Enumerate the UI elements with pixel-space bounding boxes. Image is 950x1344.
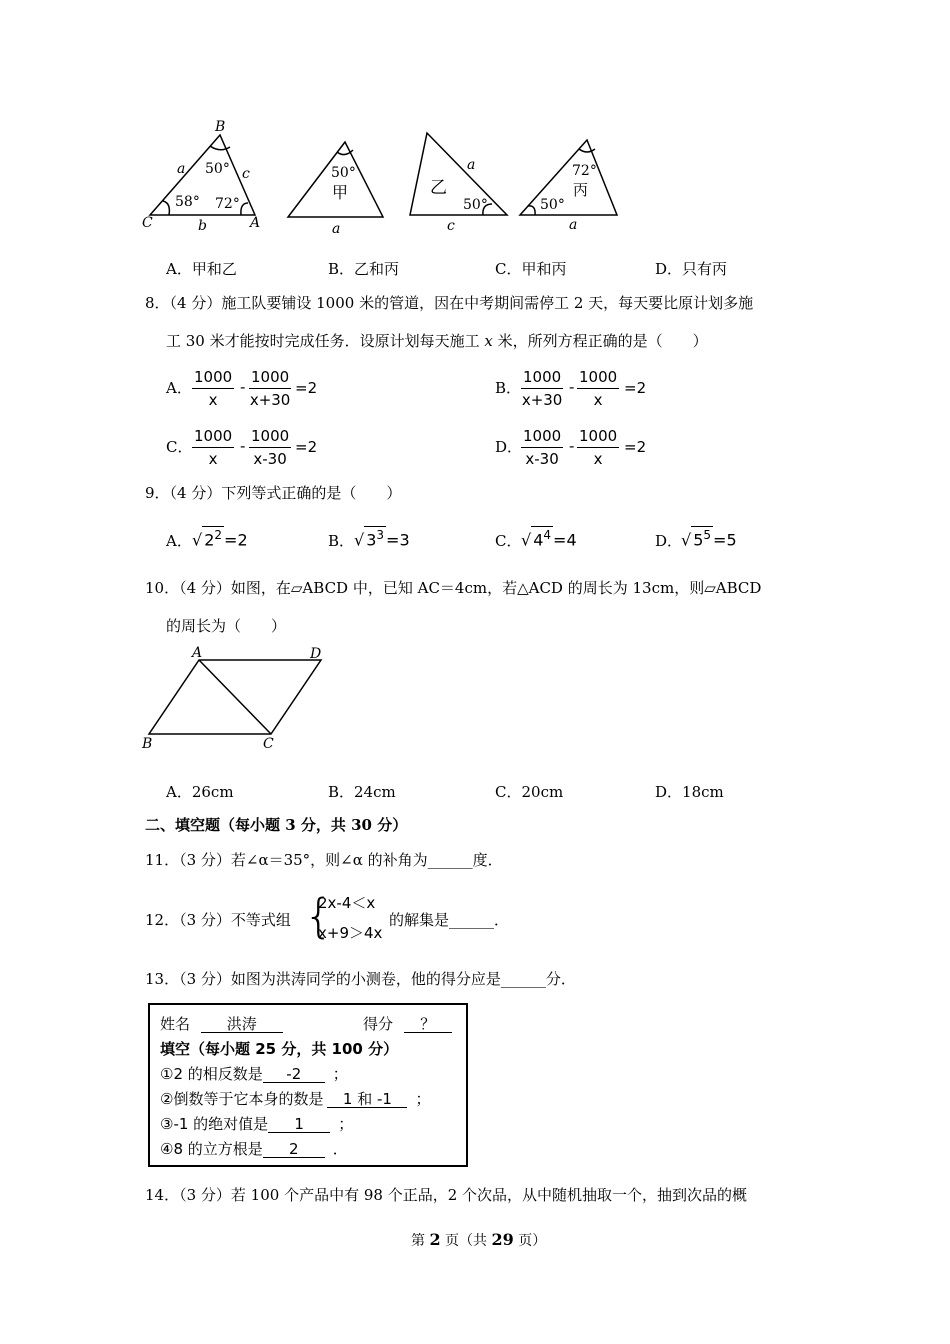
- answer-blank: 1: [268, 1117, 330, 1133]
- t3-side-a: a: [467, 157, 476, 173]
- q8-d-rhs: =2: [624, 438, 647, 456]
- radicand: $3^3$: [366, 528, 385, 550]
- q8-stem-line2a: 工 30 米才能按时完成任务．设原计划每天施工: [166, 332, 485, 350]
- t1-label-C: C: [142, 215, 153, 231]
- vertex-a: A: [192, 645, 203, 661]
- frac-denominator: x: [208, 391, 218, 409]
- t3-side-c: c: [447, 218, 455, 234]
- frac-numerator: 1000: [521, 370, 563, 389]
- score-label: 得分: [363, 1015, 394, 1033]
- q12-pre: 12．（3 分）不等式组: [145, 911, 291, 929]
- q9-stem: 9．（4 分）下列等式正确的是（ ）: [145, 484, 402, 502]
- q10-option-a: A．26cm: [166, 783, 234, 801]
- q9-b-sqrt: √ $3^3 =3$: [354, 528, 410, 550]
- t1-label-b: b: [198, 218, 207, 234]
- q11-stem: 11．（3 分）若∠α＝35°，则∠α 的补角为______度．: [145, 851, 503, 869]
- q8-b-frac2: [577, 370, 619, 408]
- score-value: ？: [404, 1017, 452, 1033]
- q7-option-b: B．乙和丙: [328, 260, 400, 278]
- q10-option-d: D．18cm: [655, 783, 724, 801]
- t3-name: 乙: [430, 178, 447, 198]
- q8-d-frac2: [577, 429, 619, 467]
- q9-option-c-label: C．: [495, 532, 522, 550]
- q8-b-frac1: [521, 370, 563, 408]
- brace-icon: {: [304, 889, 334, 943]
- triangle-3-yi: [410, 133, 507, 215]
- q7-option-a: A．甲和乙: [166, 260, 237, 278]
- q8-b-minus: -: [569, 378, 575, 396]
- t2-name: 甲: [332, 183, 349, 202]
- radicand: $2^2$: [204, 528, 223, 550]
- frac-denominator: x-30: [525, 450, 559, 468]
- q8-a-rhs: =2: [295, 379, 318, 397]
- frac-denominator: x: [208, 450, 218, 468]
- frac-denominator: x+30: [249, 391, 291, 409]
- t1-label-B: B: [215, 119, 226, 135]
- diagonal-ac: [199, 660, 271, 734]
- radicand: $5^5$: [693, 528, 712, 550]
- t4-name: 丙: [573, 181, 589, 199]
- t1-label-A: A: [250, 215, 261, 231]
- frac-numerator: 1000: [249, 429, 291, 448]
- q8-d-minus: -: [569, 437, 575, 455]
- q9-option-a-label: A．: [166, 532, 192, 550]
- q13-stem: 13．（3 分）如图为洪涛同学的小测卷，他的得分应是______分．: [145, 970, 576, 988]
- page-total: 29: [491, 1230, 514, 1249]
- t1-angle-top: 50°: [205, 161, 230, 177]
- quiz-card: [148, 1003, 468, 1167]
- q8-c-frac1: [192, 429, 234, 467]
- t1-angle-right: 72°: [215, 196, 240, 212]
- q9-option-b-label: B．: [328, 532, 355, 550]
- triangle-4-bing: [520, 140, 617, 215]
- q10-parallelogram-figure: [138, 642, 338, 754]
- q10-option-b: B．24cm: [328, 783, 396, 801]
- quiz-item-4: ④8 的立方根是 2 ．: [160, 1140, 348, 1158]
- answer-blank: 1 和 -1: [327, 1092, 407, 1108]
- radicand: $4^4$: [533, 528, 552, 550]
- vertex-b: B: [142, 736, 153, 752]
- q8-stem-line1: 8．（4 分）施工队要铺设 1000 米的管道，因在中考期间需停工 2 天，每天要比原计划多施: [145, 294, 754, 312]
- t3-angle: 50°: [463, 197, 488, 213]
- frac-numerator: 1000: [249, 370, 291, 389]
- q12-inequality-2: x+9＞4x: [318, 924, 383, 942]
- q10-stem-line1: 10．（4 分）如图，在▱ABCD 中，已知 AC＝4cm，若△ACD 的周长为 13cm，则▱ABCD: [145, 579, 762, 597]
- q9-d-sqrt: √ $5^5 =5$: [681, 528, 737, 550]
- t1-angle-left: 58°: [175, 194, 200, 210]
- q8-a-frac1: [192, 370, 234, 408]
- t1-label-a: a: [177, 161, 186, 177]
- q12-post: 的解集是______．: [389, 911, 510, 929]
- frac-numerator: 1000: [192, 429, 234, 448]
- q8-c-frac2: [249, 429, 291, 467]
- radical-icon: √: [681, 530, 692, 550]
- q8-a-frac2: [249, 370, 291, 408]
- q10-option-c: C．20cm: [495, 783, 564, 801]
- q12-inequality-1: 2x-4＜x: [318, 894, 376, 912]
- quiz-score-row: [363, 1017, 452, 1033]
- q8-a-minus: -: [240, 378, 246, 396]
- vertex-d: D: [310, 646, 322, 662]
- q9-c-sqrt: √ $4^4 =4$: [521, 528, 577, 550]
- q9-a-sqrt: √ $2^2 =2$: [192, 528, 248, 550]
- quiz-item-3: ③-1 的绝对值是 1 ；: [160, 1115, 354, 1133]
- q8-option-a-label: A．: [166, 379, 192, 397]
- frac-numerator: 1000: [521, 429, 563, 448]
- q8-c-rhs: =2: [295, 438, 318, 456]
- name-value: 洪涛: [201, 1017, 283, 1033]
- quiz-name-row: [160, 1017, 283, 1033]
- radical-icon: √: [354, 530, 365, 550]
- q7-triangles-figure: [135, 115, 635, 245]
- q7-option-c: C．甲和丙: [495, 260, 567, 278]
- frac-numerator: 1000: [192, 370, 234, 389]
- page-footer: 第 2 页（共 29 页）: [411, 1230, 547, 1249]
- quiz-item-2: ②倒数等于它本身的数是 1 和 -1 ；: [160, 1090, 431, 1108]
- page-number: 2: [429, 1230, 441, 1249]
- t2-side: a: [332, 221, 341, 237]
- q8-option-b-label: B．: [495, 379, 522, 397]
- q7-option-d: D．只有丙: [655, 260, 728, 278]
- frac-denominator: x: [593, 450, 603, 468]
- section-heading: 二、填空题（每小题 3 分，共 30 分）: [145, 816, 408, 834]
- radical-icon: √: [192, 530, 203, 550]
- name-label: 姓名: [160, 1015, 191, 1033]
- q14-stem: 14．（3 分）若 100 个产品中有 98 个正品，2 个次品，从中随机抽取一个，抽到次品的概: [145, 1186, 748, 1204]
- frac-numerator: 1000: [577, 429, 619, 448]
- answer-blank: 2: [263, 1142, 325, 1158]
- q8-d-frac1: [521, 429, 563, 467]
- q9-option-d-label: D．: [655, 532, 683, 550]
- q10-stem-line2: 的周长为（ ）: [166, 617, 287, 635]
- t4-angle-left: 50°: [540, 197, 565, 213]
- t2-angle: 50°: [331, 165, 356, 181]
- frac-denominator: x+30: [521, 391, 563, 409]
- radical-icon: √: [521, 530, 532, 550]
- frac-denominator: x: [593, 391, 603, 409]
- q8-option-c-label: C．: [166, 438, 193, 456]
- t4-side: a: [569, 217, 578, 233]
- t1-label-c: c: [242, 166, 250, 182]
- q8-stem-line2: [166, 334, 708, 349]
- frac-denominator: x-30: [253, 450, 287, 468]
- frac-numerator: 1000: [577, 370, 619, 389]
- answer-blank: -2: [263, 1067, 325, 1083]
- q8-option-d-label: D．: [495, 438, 523, 456]
- q8-variable: x: [484, 332, 493, 350]
- q8-b-rhs: =2: [624, 379, 647, 397]
- q8-stem-line2b: 米，所列方程正确的是（ ）: [492, 332, 708, 350]
- vertex-c: C: [263, 736, 274, 752]
- quiz-item-1: ①2 的相反数是 -2 ；: [160, 1065, 348, 1083]
- quiz-title: 填空（每小题 25 分，共 100 分）: [160, 1040, 399, 1058]
- t4-angle-top: 72°: [572, 163, 597, 179]
- q8-c-minus: -: [240, 437, 246, 455]
